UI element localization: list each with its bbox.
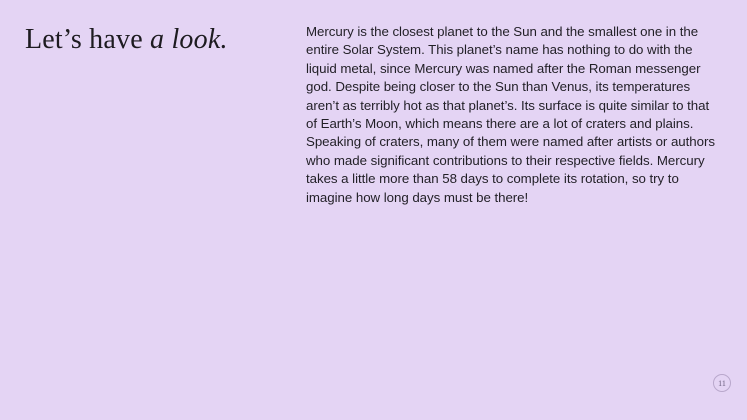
body-column [306, 23, 716, 207]
page-title-emphasis: a look. [150, 24, 228, 55]
page-title [25, 22, 285, 57]
page-title-plain: Let’s have [25, 24, 151, 55]
body-paragraph: Mercury is the closest planet to the Sun and the smallest one in the entire Solar System. This planet’s name has nothing to do with the liquid metal, since Mercury was named after the Roman messenger god. Despite being closer to the Sun than Venus, its temperatures aren’t as terribly hot as that planet’s. Its surface is quite similar to that of Earth’s Moon, which means there are a lot of craters and plains. Speaking of craters, many of them were named after artists or authors who made significant contributions to their respective fields. Mercury takes a little more than 58 days to complete its rotation, so try to imagine how long days must be there! [306, 24, 715, 205]
page-number-badge: 11 [713, 374, 731, 392]
